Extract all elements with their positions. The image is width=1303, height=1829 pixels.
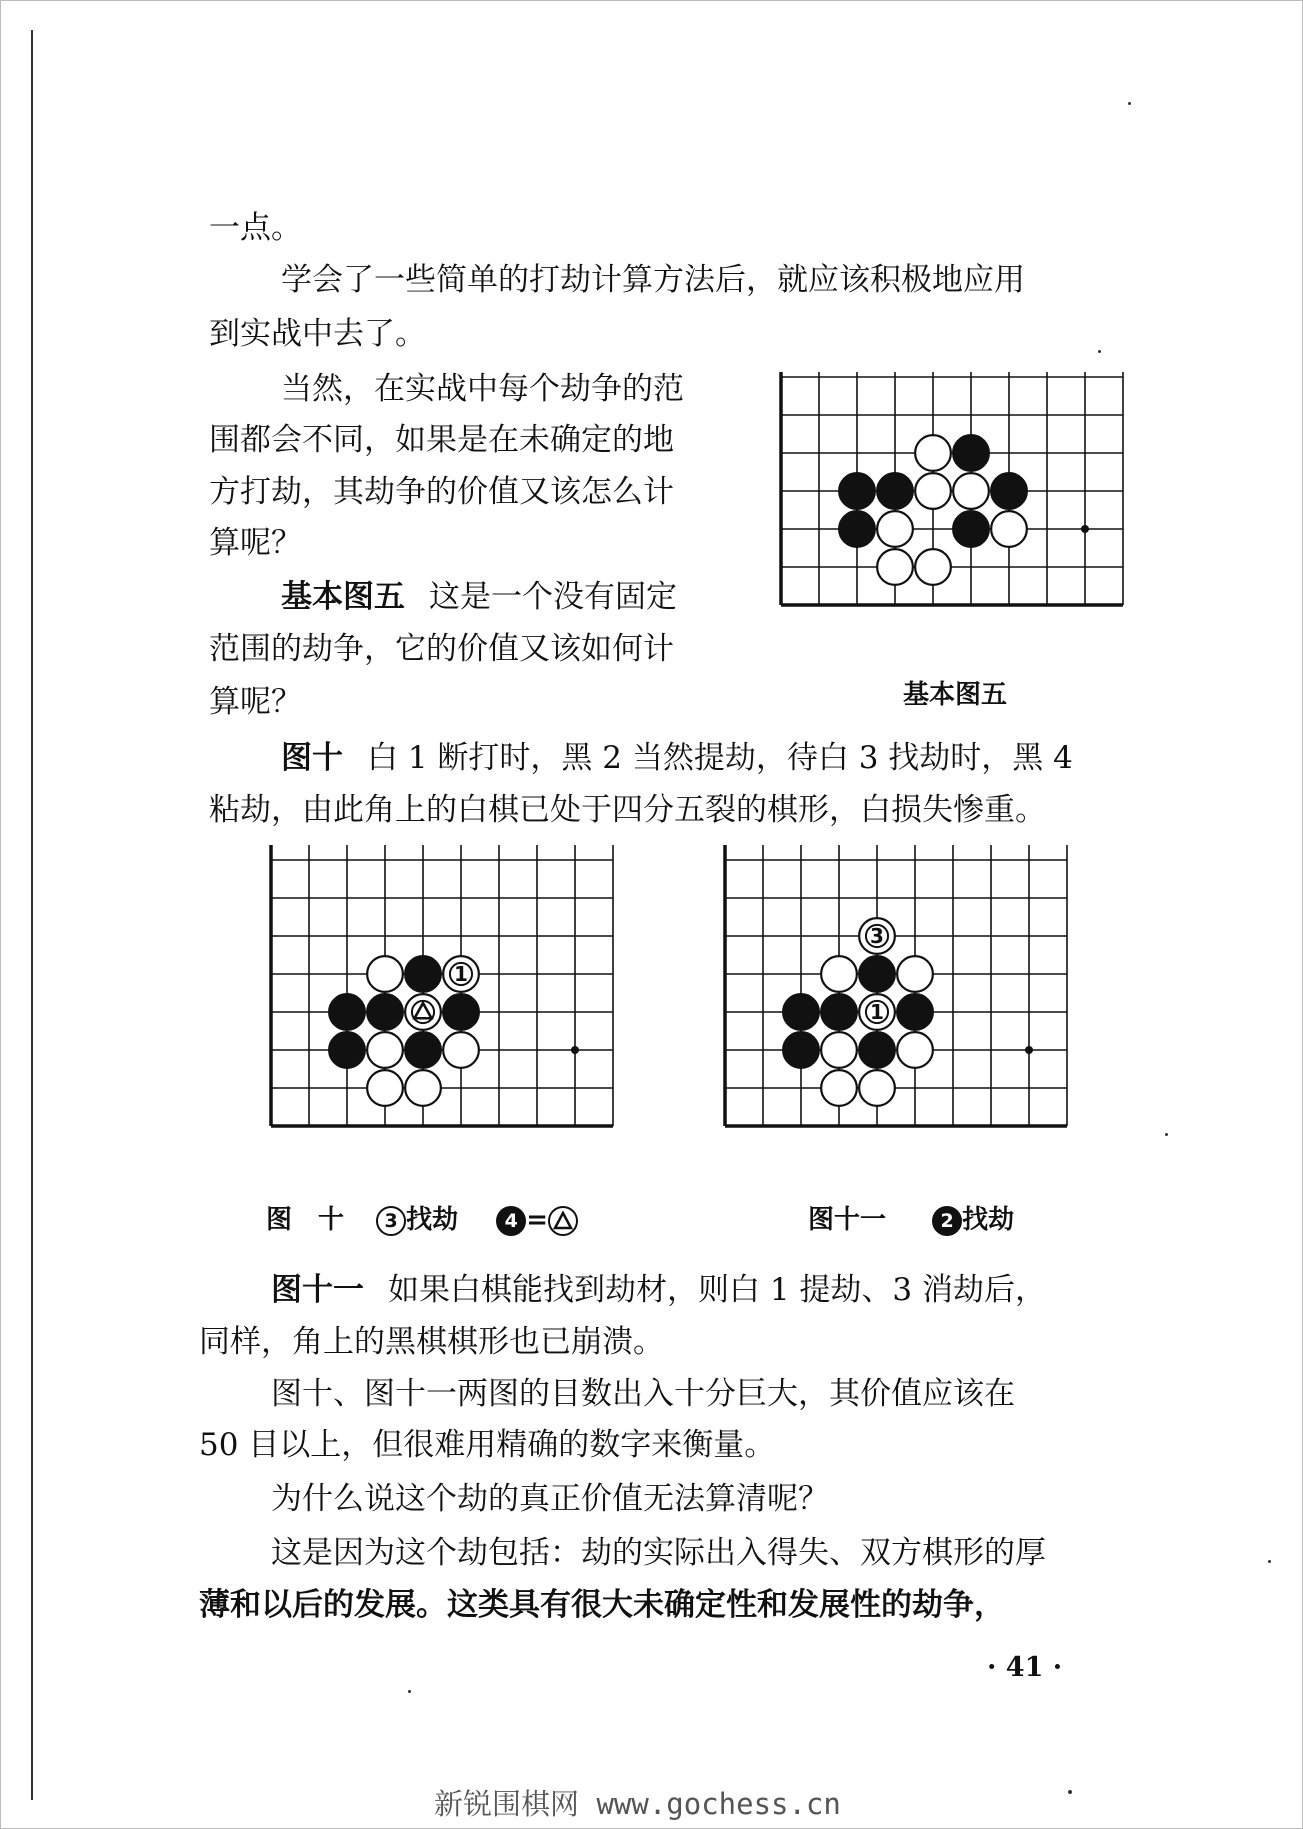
white-stone bbox=[821, 1070, 857, 1106]
figure-reference: 图十 bbox=[281, 740, 343, 776]
white-stone bbox=[367, 1032, 403, 1068]
paragraph-line: 方打劫，其劫争的价值又该怎么计 bbox=[209, 474, 674, 510]
paragraph-line: 围都会不同，如果是在未确定的地 bbox=[209, 422, 674, 458]
scan-speck bbox=[1098, 350, 1101, 353]
paragraph-line bbox=[281, 572, 677, 622]
black-stone bbox=[839, 473, 875, 509]
page-number: · 41 · bbox=[987, 1652, 1063, 1683]
caption-text: 找劫 bbox=[406, 1205, 459, 1235]
watermark: 新锐围棋网 www.gochess.cn bbox=[434, 1787, 841, 1821]
star-point bbox=[571, 1046, 579, 1054]
white-stone bbox=[877, 511, 913, 547]
white-stone bbox=[405, 1070, 441, 1106]
white-stone bbox=[897, 956, 933, 992]
white-stone bbox=[877, 549, 913, 585]
go-board-fig5 bbox=[777, 372, 1137, 652]
triangle-icon bbox=[548, 1206, 578, 1236]
white-stone bbox=[915, 435, 951, 471]
paragraph-line: 当然，在实战中每个劫争的范 bbox=[281, 371, 684, 407]
black-stone bbox=[821, 994, 857, 1030]
paragraph-text: 白 1 断打时，黑 2 当然提劫，待白 3 找劫时，黑 4 bbox=[367, 740, 1073, 776]
black-stone bbox=[329, 994, 365, 1030]
paragraph-line: 为什么说这个劫的真正价值无法算清呢？ bbox=[271, 1481, 829, 1517]
black-stone bbox=[859, 1032, 895, 1068]
move-marker-black: 2 bbox=[932, 1206, 962, 1236]
caption-equals: = bbox=[526, 1205, 549, 1235]
black-stone bbox=[783, 994, 819, 1030]
caption-text: 找劫 bbox=[962, 1205, 1015, 1235]
paragraph-line: 50 目以上，但很难用精确的数字来衡量。 bbox=[199, 1427, 776, 1463]
star-point bbox=[1081, 525, 1089, 533]
white-stone bbox=[367, 1070, 403, 1106]
move-marker-black: 4 bbox=[496, 1206, 526, 1236]
black-stone bbox=[329, 1032, 365, 1068]
paragraph-line: 学会了一些简单的打劫计算方法后，就应该积极地应用 bbox=[281, 262, 1025, 298]
figure-reference: 图十一 bbox=[271, 1272, 364, 1308]
white-stone bbox=[915, 549, 951, 585]
black-stone bbox=[877, 473, 913, 509]
paragraph-line: 范围的劫争，它的价值又该如何计 bbox=[209, 631, 674, 667]
caption-label: 图 十 bbox=[266, 1205, 345, 1235]
black-stone bbox=[783, 1032, 819, 1068]
scan-speck bbox=[1268, 1560, 1271, 1563]
white-stone bbox=[953, 473, 989, 509]
paragraph-line: 算呢？ bbox=[209, 525, 302, 561]
paragraph-line: 图十、图十一两图的目数出入十分巨大，其价值应该在 bbox=[271, 1376, 1015, 1412]
figure-caption: 基本图五 bbox=[903, 680, 1008, 710]
white-stone bbox=[821, 956, 857, 992]
scan-speck bbox=[1068, 1790, 1072, 1794]
white-stone bbox=[405, 994, 441, 1030]
white-stone bbox=[897, 1032, 933, 1068]
move-number: 1 bbox=[870, 1000, 884, 1024]
move-number: 3 bbox=[870, 924, 884, 948]
black-stone bbox=[953, 435, 989, 471]
black-stone bbox=[897, 994, 933, 1030]
paragraph-line: 一点。 bbox=[209, 210, 302, 246]
scan-speck bbox=[1165, 1133, 1168, 1136]
black-stone bbox=[405, 956, 441, 992]
paragraph-line bbox=[271, 1265, 1046, 1315]
white-stone bbox=[821, 1032, 857, 1068]
white-stone bbox=[859, 1070, 895, 1106]
black-stone bbox=[367, 994, 403, 1030]
paragraph-line: 薄和以后的发展。这类具有很大未确定性和发展性的劫争， bbox=[199, 1587, 1005, 1623]
paragraph-text: 如果白棋能找到劫材，则白 1 提劫、3 消劫后， bbox=[388, 1272, 1047, 1308]
paragraph-line: 粘劫，由此角上的白棋已处于四分五裂的棋形，白损失惨重。 bbox=[209, 792, 1046, 828]
paragraph-line: 同样，角上的黑棋棋形也已崩溃。 bbox=[199, 1324, 664, 1360]
black-stone bbox=[443, 994, 479, 1030]
scan-speck bbox=[408, 1690, 411, 1693]
black-stone bbox=[953, 511, 989, 547]
white-stone bbox=[367, 956, 403, 992]
go-board-fig11 bbox=[721, 845, 1087, 1169]
paragraph-line bbox=[281, 733, 1073, 783]
paragraph-text: 这是一个没有固定 bbox=[429, 579, 677, 615]
scan-speck bbox=[1128, 102, 1131, 105]
figure-caption-fig10 bbox=[266, 1199, 578, 1236]
figure-caption-fig11 bbox=[808, 1199, 1014, 1236]
page-binding-rule bbox=[31, 30, 33, 1800]
black-stone bbox=[839, 511, 875, 547]
paragraph-line: 这是因为这个劫包括：劫的实际出入得失、双方棋形的厚 bbox=[271, 1535, 1046, 1571]
move-marker: 3 bbox=[376, 1206, 406, 1236]
paragraph-line: 到实战中去了。 bbox=[209, 316, 426, 352]
caption-label: 图十一 bbox=[808, 1205, 887, 1235]
figure-reference: 基本图五 bbox=[281, 579, 405, 615]
paragraph-line: 算呢？ bbox=[209, 684, 302, 720]
go-board-fig10 bbox=[267, 845, 633, 1169]
black-stone bbox=[859, 956, 895, 992]
white-stone bbox=[915, 473, 951, 509]
star-point bbox=[1025, 1046, 1033, 1054]
move-number: 1 bbox=[454, 962, 468, 986]
white-stone bbox=[991, 511, 1027, 547]
black-stone bbox=[991, 473, 1027, 509]
black-stone bbox=[405, 1032, 441, 1068]
white-stone bbox=[443, 1032, 479, 1068]
